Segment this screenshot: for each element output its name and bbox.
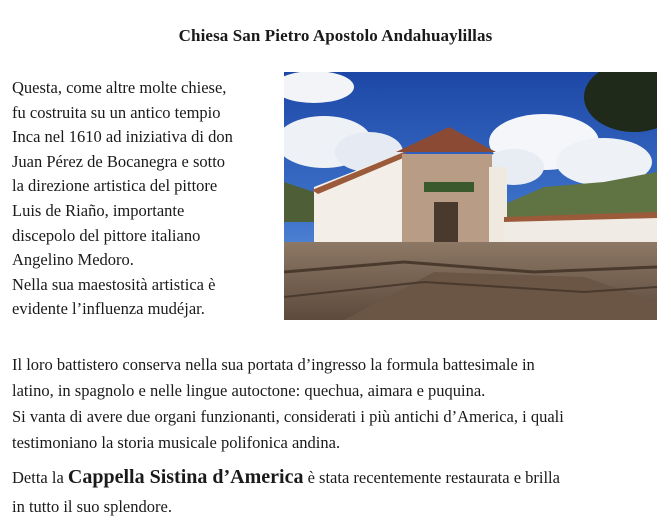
text-line: Inca nel 1610 ad iniziativa di don: [12, 127, 233, 147]
text-line: Nella sua maestosità artistica è: [12, 274, 216, 294]
text-line: Juan Pérez de Bocanegra e sotto: [12, 151, 226, 171]
closing-prefix: Detta la: [12, 468, 68, 487]
page-title: Chiesa San Pietro Apostolo Andahuaylillas: [178, 26, 493, 45]
text-line: Questa, come altre molte chiese,: [12, 78, 227, 97]
text-line: evidente l’influenza mudéjar.: [12, 299, 205, 319]
closing-line: [12, 464, 667, 491]
text-line: in tutto il suo splendore.: [12, 497, 172, 516]
text-line: latino, in spagnolo e nelle lingue autoctone: quechua, aimara e puquina.: [12, 381, 486, 400]
church-photo: [284, 72, 657, 320]
text-line: fu costruita su un antico tempio: [12, 102, 221, 122]
closing-suffix: è stata recentemente restaurata e brilla: [303, 468, 560, 487]
text-line: Si vanta di avere due organi funzionanti, considerati i più antichi d’America, i quali: [12, 407, 564, 426]
text-line: testimoniano la storia musicale polifonica andina.: [12, 433, 341, 452]
text-line: Angelino Medoro.: [12, 250, 134, 270]
intro-paragraph: [12, 76, 280, 322]
text-line: la direzione artistica del pittore: [12, 176, 218, 196]
text-line: Luis de Riaño, importante: [12, 200, 185, 220]
text-line: Il loro battistero conserva nella sua portata d’ingresso la formula battesimale in: [12, 355, 535, 374]
emphasis-title: Cappella Sistina d’America: [67, 466, 304, 488]
text-line: discepolo del pittore italiano: [12, 225, 201, 245]
